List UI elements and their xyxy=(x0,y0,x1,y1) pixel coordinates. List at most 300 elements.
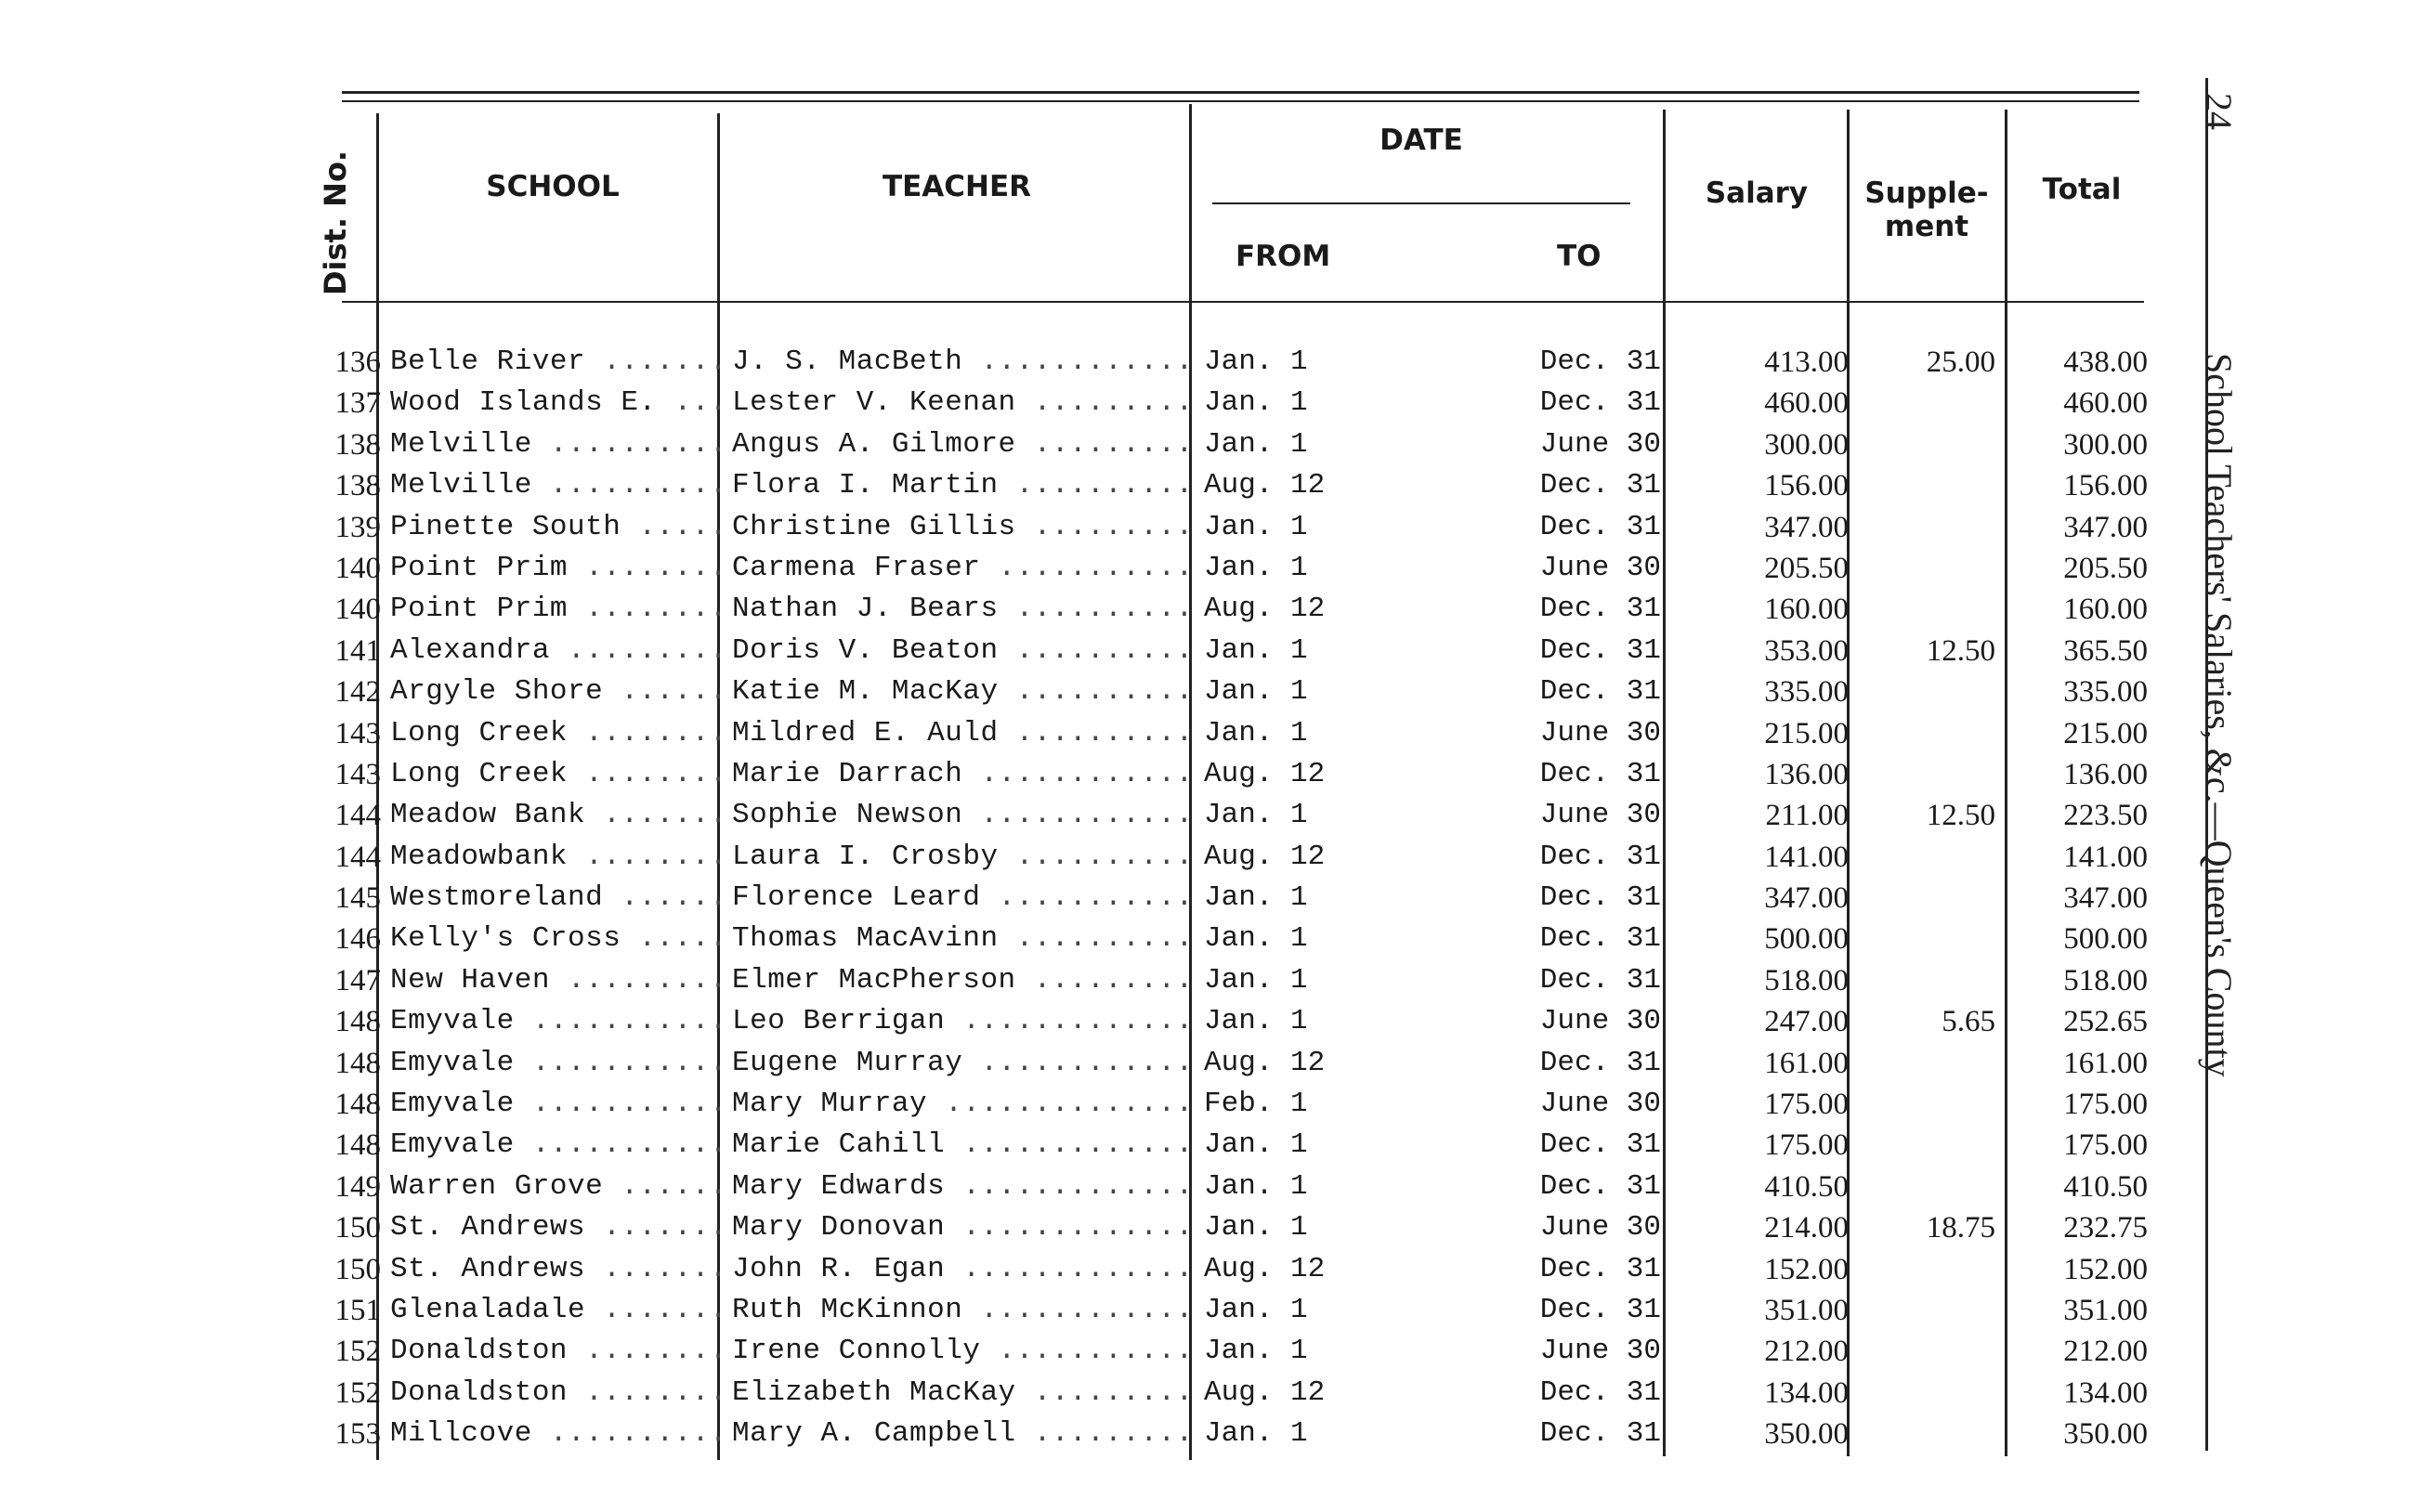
total-cell xyxy=(2007,342,2148,383)
date-to-cell xyxy=(1505,631,1661,671)
total-cell-text: 223.50 xyxy=(2063,799,2148,833)
teacher-cell-text: Ruth McKinnon xyxy=(732,1293,963,1326)
date-from-cell-text: Jan. 1 xyxy=(1204,345,1308,378)
school-cell xyxy=(390,795,727,836)
leader-dots: ........ xyxy=(568,840,727,873)
school-cell xyxy=(390,1414,727,1454)
dist-no-cell-text: 150 xyxy=(334,1252,381,1286)
teacher-cell-text: Christine Gillis xyxy=(732,510,1016,543)
dist-no-cell-text: 143 xyxy=(334,757,381,791)
table-row xyxy=(0,1043,2419,1084)
school-cell xyxy=(390,631,727,671)
salary-cell xyxy=(1681,383,1849,424)
date-to-cell xyxy=(1505,671,1661,712)
date-from-cell xyxy=(1204,631,1390,671)
salary-cell xyxy=(1681,342,1849,383)
supplement-cell-text: 5.65 xyxy=(1942,1005,1995,1039)
salary-cell xyxy=(1681,795,1849,836)
leader-dots: .......... xyxy=(998,675,1194,709)
date-from-cell-text: Aug. 12 xyxy=(1204,1252,1326,1285)
leader-dots: ............ xyxy=(962,1293,1194,1326)
leader-dots: ............. xyxy=(945,1005,1194,1038)
leader-dots: ........ xyxy=(568,551,727,584)
teacher-cell-text: Marie Darrach xyxy=(732,757,963,790)
salary-cell xyxy=(1681,1043,1849,1084)
date-to-cell xyxy=(1505,342,1661,383)
date-to-cell xyxy=(1505,1373,1661,1414)
date-from-cell-text: Jan. 1 xyxy=(1204,675,1308,709)
salary-cell-text: 160.00 xyxy=(1764,593,1849,627)
date-divider-rule xyxy=(1212,202,1630,204)
date-to-cell xyxy=(1505,1331,1661,1372)
school-cell-text: Glenaladale xyxy=(390,1293,586,1326)
total-cell xyxy=(2007,960,2148,1001)
supplement-cell xyxy=(1858,631,1995,671)
date-from-cell xyxy=(1204,1331,1390,1372)
teacher-cell xyxy=(732,1414,1194,1454)
supplement-cell-text: 12.50 xyxy=(1926,633,1995,668)
total-cell-text: 161.00 xyxy=(2063,1046,2148,1080)
date-to-cell xyxy=(1505,424,1661,465)
date-to-cell-text: Dec. 31 xyxy=(1539,881,1661,915)
date-to-cell-text: June 30 xyxy=(1539,1005,1661,1038)
leader-dots: ........... xyxy=(980,551,1194,584)
total-cell-text: 438.00 xyxy=(2063,345,2148,379)
teacher-cell-text: Katie M. MacKay xyxy=(732,675,999,709)
teacher-cell xyxy=(732,383,1194,424)
salary-cell-text: 215.00 xyxy=(1764,716,1849,750)
date-to-cell-text: Dec. 31 xyxy=(1539,510,1661,543)
date-to-cell-text: Dec. 31 xyxy=(1539,922,1661,956)
total-cell-text: 252.65 xyxy=(2063,1005,2148,1039)
date-from-cell-text: Jan. 1 xyxy=(1204,1128,1308,1162)
supplement-cell xyxy=(1858,1001,1995,1042)
date-from-cell xyxy=(1204,713,1390,754)
dist-no-cell-text: 138 xyxy=(334,427,381,462)
total-cell-text: 175.00 xyxy=(2063,1088,2148,1122)
total-cell xyxy=(2007,465,2148,506)
school-cell-text: Argyle Shore xyxy=(390,675,604,709)
leader-dots: .......... xyxy=(998,716,1194,749)
date-to-cell-text: Dec. 31 xyxy=(1539,1252,1661,1285)
leader-dots: .......... xyxy=(998,922,1194,956)
date-from-cell-text: Jan. 1 xyxy=(1204,963,1308,997)
date-to-cell-text: June 30 xyxy=(1539,427,1661,461)
table-row xyxy=(0,671,2419,712)
teacher-cell-text: Angus A. Gilmore xyxy=(732,427,1016,461)
header-supplement-line1: Supple- xyxy=(1864,176,1989,210)
school-cell xyxy=(390,1001,727,1042)
school-cell-text: Donaldston xyxy=(390,1335,569,1368)
leader-dots: ............ xyxy=(962,345,1194,378)
leader-dots: ........... xyxy=(980,1335,1194,1368)
salary-cell xyxy=(1681,631,1849,671)
teacher-cell xyxy=(732,1043,1194,1084)
salary-cell xyxy=(1681,671,1849,712)
date-to-cell-text: Dec. 31 xyxy=(1539,1128,1661,1162)
salary-cell xyxy=(1681,507,1849,548)
teacher-cell xyxy=(732,1373,1194,1414)
dist-no-cell xyxy=(321,1249,381,1290)
date-from-cell xyxy=(1204,342,1390,383)
school-cell-text: Melville xyxy=(390,469,532,502)
date-from-cell xyxy=(1204,754,1390,795)
school-cell xyxy=(390,507,727,548)
school-cell-text: Emyvale xyxy=(390,1046,515,1079)
date-to-cell xyxy=(1505,960,1661,1001)
dist-no-cell-text: 151 xyxy=(334,1293,381,1327)
leader-dots: ......... xyxy=(1015,510,1194,543)
table-row xyxy=(0,919,2419,959)
teacher-cell xyxy=(732,1001,1194,1042)
date-from-cell-text: Jan. 1 xyxy=(1204,1293,1308,1326)
total-cell-text: 300.00 xyxy=(2063,427,2148,462)
teacher-cell-text: Eugene Murray xyxy=(732,1046,963,1079)
date-from-cell xyxy=(1204,671,1390,712)
total-cell xyxy=(2007,1125,2148,1166)
date-to-cell xyxy=(1505,383,1661,424)
table-row xyxy=(0,1331,2419,1372)
date-from-cell-text: Jan. 1 xyxy=(1204,633,1308,667)
table-row xyxy=(0,754,2419,795)
salary-cell-text: 300.00 xyxy=(1764,427,1849,462)
date-to-cell-text: Dec. 31 xyxy=(1539,840,1661,873)
date-from-cell xyxy=(1204,878,1390,919)
salary-cell-text: 156.00 xyxy=(1764,469,1849,503)
school-cell xyxy=(390,1207,727,1248)
teacher-cell xyxy=(732,1290,1194,1331)
total-cell xyxy=(2007,1290,2148,1331)
date-to-cell-text: Dec. 31 xyxy=(1539,1417,1661,1451)
dist-no-cell xyxy=(321,671,381,712)
dist-no-cell xyxy=(321,754,381,795)
school-cell xyxy=(390,589,727,630)
salary-cell xyxy=(1681,1373,1849,1414)
teacher-cell-text: Mary Donovan xyxy=(732,1211,946,1245)
school-cell xyxy=(390,1290,727,1331)
salary-cell-text: 214.00 xyxy=(1764,1211,1849,1245)
table-row xyxy=(0,1207,2419,1248)
school-cell-text: Long Creek xyxy=(390,716,569,749)
date-to-cell xyxy=(1505,754,1661,795)
leader-dots: ............. xyxy=(945,1169,1194,1203)
dist-no-cell xyxy=(321,1125,381,1166)
school-cell xyxy=(390,671,727,712)
leader-dots: ............ xyxy=(962,757,1194,790)
date-from-cell xyxy=(1204,919,1390,959)
page-number: 24 xyxy=(2198,93,2240,130)
dist-no-cell xyxy=(321,631,381,671)
date-to-cell-text: June 30 xyxy=(1539,799,1661,832)
date-to-cell-text: Dec. 31 xyxy=(1539,593,1661,626)
date-to-cell xyxy=(1505,713,1661,754)
teacher-cell xyxy=(732,1249,1194,1290)
leader-dots: ....... xyxy=(585,345,727,378)
total-cell-text: 205.50 xyxy=(2063,551,2148,585)
dist-no-cell xyxy=(321,713,381,754)
total-cell xyxy=(2007,1001,2148,1042)
teacher-cell xyxy=(732,589,1194,630)
salary-cell-text: 152.00 xyxy=(1764,1252,1849,1286)
school-cell-text: Melville xyxy=(390,427,532,461)
dist-no-cell-text: 153 xyxy=(334,1417,381,1452)
salary-cell xyxy=(1681,1207,1849,1248)
table-row xyxy=(0,1125,2419,1166)
header-from: FROM xyxy=(1236,240,1331,273)
salary-cell-text: 175.00 xyxy=(1764,1088,1849,1122)
leader-dots: ........... xyxy=(514,1046,727,1079)
running-title: School Teachers' Salaries, &c.—Queen's County xyxy=(2198,353,2240,1077)
teacher-cell-text: Leo Berrigan xyxy=(732,1005,946,1038)
supplement-cell xyxy=(1858,342,1995,383)
leader-dots: ............ xyxy=(962,799,1194,832)
school-cell xyxy=(390,465,727,506)
leader-dots: ....... xyxy=(585,1211,727,1245)
dist-no-cell xyxy=(321,1414,381,1454)
date-from-cell-text: Jan. 1 xyxy=(1204,510,1308,543)
school-cell-text: Point Prim xyxy=(390,593,569,626)
total-cell xyxy=(2007,1249,2148,1290)
school-cell-text: Wood Islands E. xyxy=(390,386,657,420)
table-row xyxy=(0,1373,2419,1414)
school-cell-text: New Haven xyxy=(390,963,550,997)
date-from-cell-text: Jan. 1 xyxy=(1204,1169,1308,1203)
table-row xyxy=(0,1167,2419,1207)
dist-no-cell-text: 143 xyxy=(334,716,381,750)
salary-cell xyxy=(1681,754,1849,795)
teacher-cell-text: Laura I. Crosby xyxy=(732,840,999,873)
teacher-cell-text: Carmena Fraser xyxy=(732,551,981,584)
date-to-cell-text: June 30 xyxy=(1539,1211,1661,1245)
salary-cell xyxy=(1681,589,1849,630)
dist-no-cell-text: 145 xyxy=(334,881,381,916)
date-from-cell xyxy=(1204,424,1390,465)
table-row xyxy=(0,548,2419,589)
salary-cell xyxy=(1681,548,1849,589)
table-row xyxy=(0,1414,2419,1454)
teacher-cell-text: John R. Egan xyxy=(732,1252,946,1285)
teacher-cell-text: Flora I. Martin xyxy=(732,469,999,502)
total-cell xyxy=(2007,837,2148,878)
salary-cell xyxy=(1681,960,1849,1001)
date-from-cell-text: Jan. 1 xyxy=(1204,386,1308,420)
date-from-cell-text: Jan. 1 xyxy=(1204,716,1308,749)
date-to-cell-text: Dec. 31 xyxy=(1539,675,1661,709)
salary-cell-text: 212.00 xyxy=(1764,1335,1849,1369)
date-to-cell-text: Dec. 31 xyxy=(1539,1375,1661,1409)
dist-no-cell xyxy=(321,548,381,589)
total-cell xyxy=(2007,919,2148,959)
total-cell xyxy=(2007,383,2148,424)
date-from-cell-text: Aug. 12 xyxy=(1204,469,1326,502)
table-row xyxy=(0,1249,2419,1290)
date-to-cell-text: June 30 xyxy=(1539,1335,1661,1368)
dist-no-cell-text: 140 xyxy=(334,593,381,627)
total-cell-text: 134.00 xyxy=(2063,1375,2148,1410)
teacher-cell xyxy=(732,1084,1194,1125)
header-teacher: TEACHER xyxy=(882,170,1032,203)
date-from-cell-text: Jan. 1 xyxy=(1204,1211,1308,1245)
date-to-cell xyxy=(1505,1414,1661,1454)
salary-cell-text: 353.00 xyxy=(1764,633,1849,668)
salary-cell xyxy=(1681,424,1849,465)
total-cell-text: 136.00 xyxy=(2063,757,2148,791)
total-cell-text: 232.75 xyxy=(2063,1211,2148,1245)
total-cell xyxy=(2007,507,2148,548)
total-cell xyxy=(2007,1414,2148,1454)
school-cell-text: Long Creek xyxy=(390,757,569,790)
dist-no-cell-text: 139 xyxy=(334,510,381,544)
date-from-cell xyxy=(1204,1167,1390,1207)
total-cell-text: 410.50 xyxy=(2063,1169,2148,1204)
date-to-cell-text: June 30 xyxy=(1539,551,1661,584)
teacher-cell xyxy=(732,631,1194,671)
teacher-cell xyxy=(732,548,1194,589)
salary-cell-text: 413.00 xyxy=(1764,345,1849,379)
dist-no-cell-text: 144 xyxy=(334,840,381,874)
teacher-cell-text: Elmer MacPherson xyxy=(732,963,1016,997)
dist-no-cell xyxy=(321,1373,381,1414)
salary-cell-text: 351.00 xyxy=(1764,1293,1849,1327)
date-to-cell-text: Dec. 31 xyxy=(1539,1046,1661,1079)
teacher-cell xyxy=(732,1207,1194,1248)
leader-dots: ... xyxy=(656,386,727,420)
header-date: DATE xyxy=(1379,124,1463,157)
leader-dots: ......... xyxy=(549,633,727,667)
dist-no-cell-text: 148 xyxy=(334,1046,381,1080)
leader-dots: .......... xyxy=(998,469,1194,502)
date-from-cell xyxy=(1204,795,1390,836)
teacher-cell-text: J. S. MacBeth xyxy=(732,345,963,378)
dist-no-cell-text: 148 xyxy=(334,1005,381,1039)
date-from-cell-text: Jan. 1 xyxy=(1204,799,1308,832)
header-school: SCHOOL xyxy=(486,170,620,203)
salary-cell-text: 211.00 xyxy=(1765,799,1849,833)
teacher-cell-text: Mary Edwards xyxy=(732,1169,946,1203)
salary-cell xyxy=(1681,1084,1849,1125)
school-cell-text: Emyvale xyxy=(390,1128,515,1162)
total-cell-text: 347.00 xyxy=(2063,881,2148,916)
date-from-cell xyxy=(1204,1084,1390,1125)
leader-dots: ........ xyxy=(568,593,727,626)
school-cell xyxy=(390,754,727,795)
dist-no-cell xyxy=(321,837,381,878)
header-supplement-line2: ment xyxy=(1884,210,1969,243)
date-to-cell-text: Dec. 31 xyxy=(1539,1169,1661,1203)
leader-dots: ....... xyxy=(585,1293,727,1326)
total-cell xyxy=(2007,878,2148,919)
leader-dots: ......... xyxy=(1015,427,1194,461)
dist-no-cell xyxy=(321,960,381,1001)
leader-dots: ............. xyxy=(945,1128,1194,1162)
dist-no-cell xyxy=(321,795,381,836)
leader-dots: ........ xyxy=(568,1335,727,1368)
salary-cell-text: 460.00 xyxy=(1764,386,1849,421)
total-cell-text: 365.50 xyxy=(2063,633,2148,668)
date-from-cell-text: Jan. 1 xyxy=(1204,551,1308,584)
leader-dots: ........... xyxy=(980,881,1194,915)
salary-cell-text: 175.00 xyxy=(1764,1128,1849,1163)
salary-cell-text: 347.00 xyxy=(1764,881,1849,916)
leader-dots: ......... xyxy=(1015,386,1194,420)
total-cell-text: 350.00 xyxy=(2063,1417,2148,1452)
date-from-cell-text: Jan. 1 xyxy=(1204,1005,1308,1038)
leader-dots: .......... xyxy=(998,840,1194,873)
school-cell xyxy=(390,1084,727,1125)
teacher-cell xyxy=(732,754,1194,795)
date-from-cell xyxy=(1204,1373,1390,1414)
supplement-cell xyxy=(1858,1207,1995,1248)
total-cell-text: 351.00 xyxy=(2063,1293,2148,1327)
leader-dots: ........ xyxy=(568,716,727,749)
leader-dots: ....... xyxy=(585,799,727,832)
date-to-cell xyxy=(1505,548,1661,589)
school-cell xyxy=(390,1167,727,1207)
date-from-cell xyxy=(1204,1414,1390,1454)
salary-cell-text: 350.00 xyxy=(1764,1417,1849,1452)
date-from-cell xyxy=(1204,507,1390,548)
dist-no-cell xyxy=(321,342,381,383)
school-cell xyxy=(390,837,727,878)
header-to: TO xyxy=(1557,240,1602,273)
total-cell-text: 160.00 xyxy=(2063,593,2148,627)
school-cell xyxy=(390,878,727,919)
date-from-cell xyxy=(1204,837,1390,878)
dist-no-cell xyxy=(321,1290,381,1331)
dist-no-cell-text: 147 xyxy=(334,963,381,997)
table-row xyxy=(0,795,2419,836)
school-cell-text: St. Andrews xyxy=(390,1211,586,1245)
teacher-cell xyxy=(732,1167,1194,1207)
leader-dots: .......... xyxy=(531,427,727,461)
dist-no-cell-text: 136 xyxy=(334,345,381,379)
dist-no-cell xyxy=(321,507,381,548)
table-row xyxy=(0,424,2419,465)
salary-cell xyxy=(1681,465,1849,506)
school-cell xyxy=(390,1043,727,1084)
dist-no-cell xyxy=(321,1167,381,1207)
leader-dots: .......... xyxy=(998,593,1194,626)
dist-no-cell xyxy=(321,424,381,465)
school-cell-text: Westmoreland xyxy=(390,881,604,915)
school-cell xyxy=(390,383,727,424)
date-to-cell-text: June 30 xyxy=(1539,1088,1661,1121)
school-cell xyxy=(390,424,727,465)
school-cell-text: Belle River xyxy=(390,345,586,378)
school-cell xyxy=(390,960,727,1001)
salary-cell xyxy=(1681,1290,1849,1331)
total-cell xyxy=(2007,1167,2148,1207)
salary-cell xyxy=(1681,1125,1849,1166)
school-cell-text: Alexandra xyxy=(390,633,550,667)
dist-no-cell-text: 148 xyxy=(334,1128,381,1163)
teacher-cell-text: Florence Leard xyxy=(732,881,981,915)
date-to-cell xyxy=(1505,1249,1661,1290)
dist-no-cell-text: 137 xyxy=(334,386,381,421)
school-cell-text: Emyvale xyxy=(390,1088,515,1121)
total-cell xyxy=(2007,631,2148,671)
school-cell-text: Millcove xyxy=(390,1417,532,1451)
teacher-cell xyxy=(732,795,1194,836)
table-row xyxy=(0,1290,2419,1331)
date-to-cell xyxy=(1505,919,1661,959)
date-from-cell xyxy=(1204,1043,1390,1084)
header-salary: Salary xyxy=(1705,176,1809,210)
date-to-cell-text: Dec. 31 xyxy=(1539,963,1661,997)
table-row xyxy=(0,589,2419,630)
leader-dots: ........... xyxy=(514,1128,727,1162)
salary-cell-text: 410.50 xyxy=(1764,1169,1849,1204)
